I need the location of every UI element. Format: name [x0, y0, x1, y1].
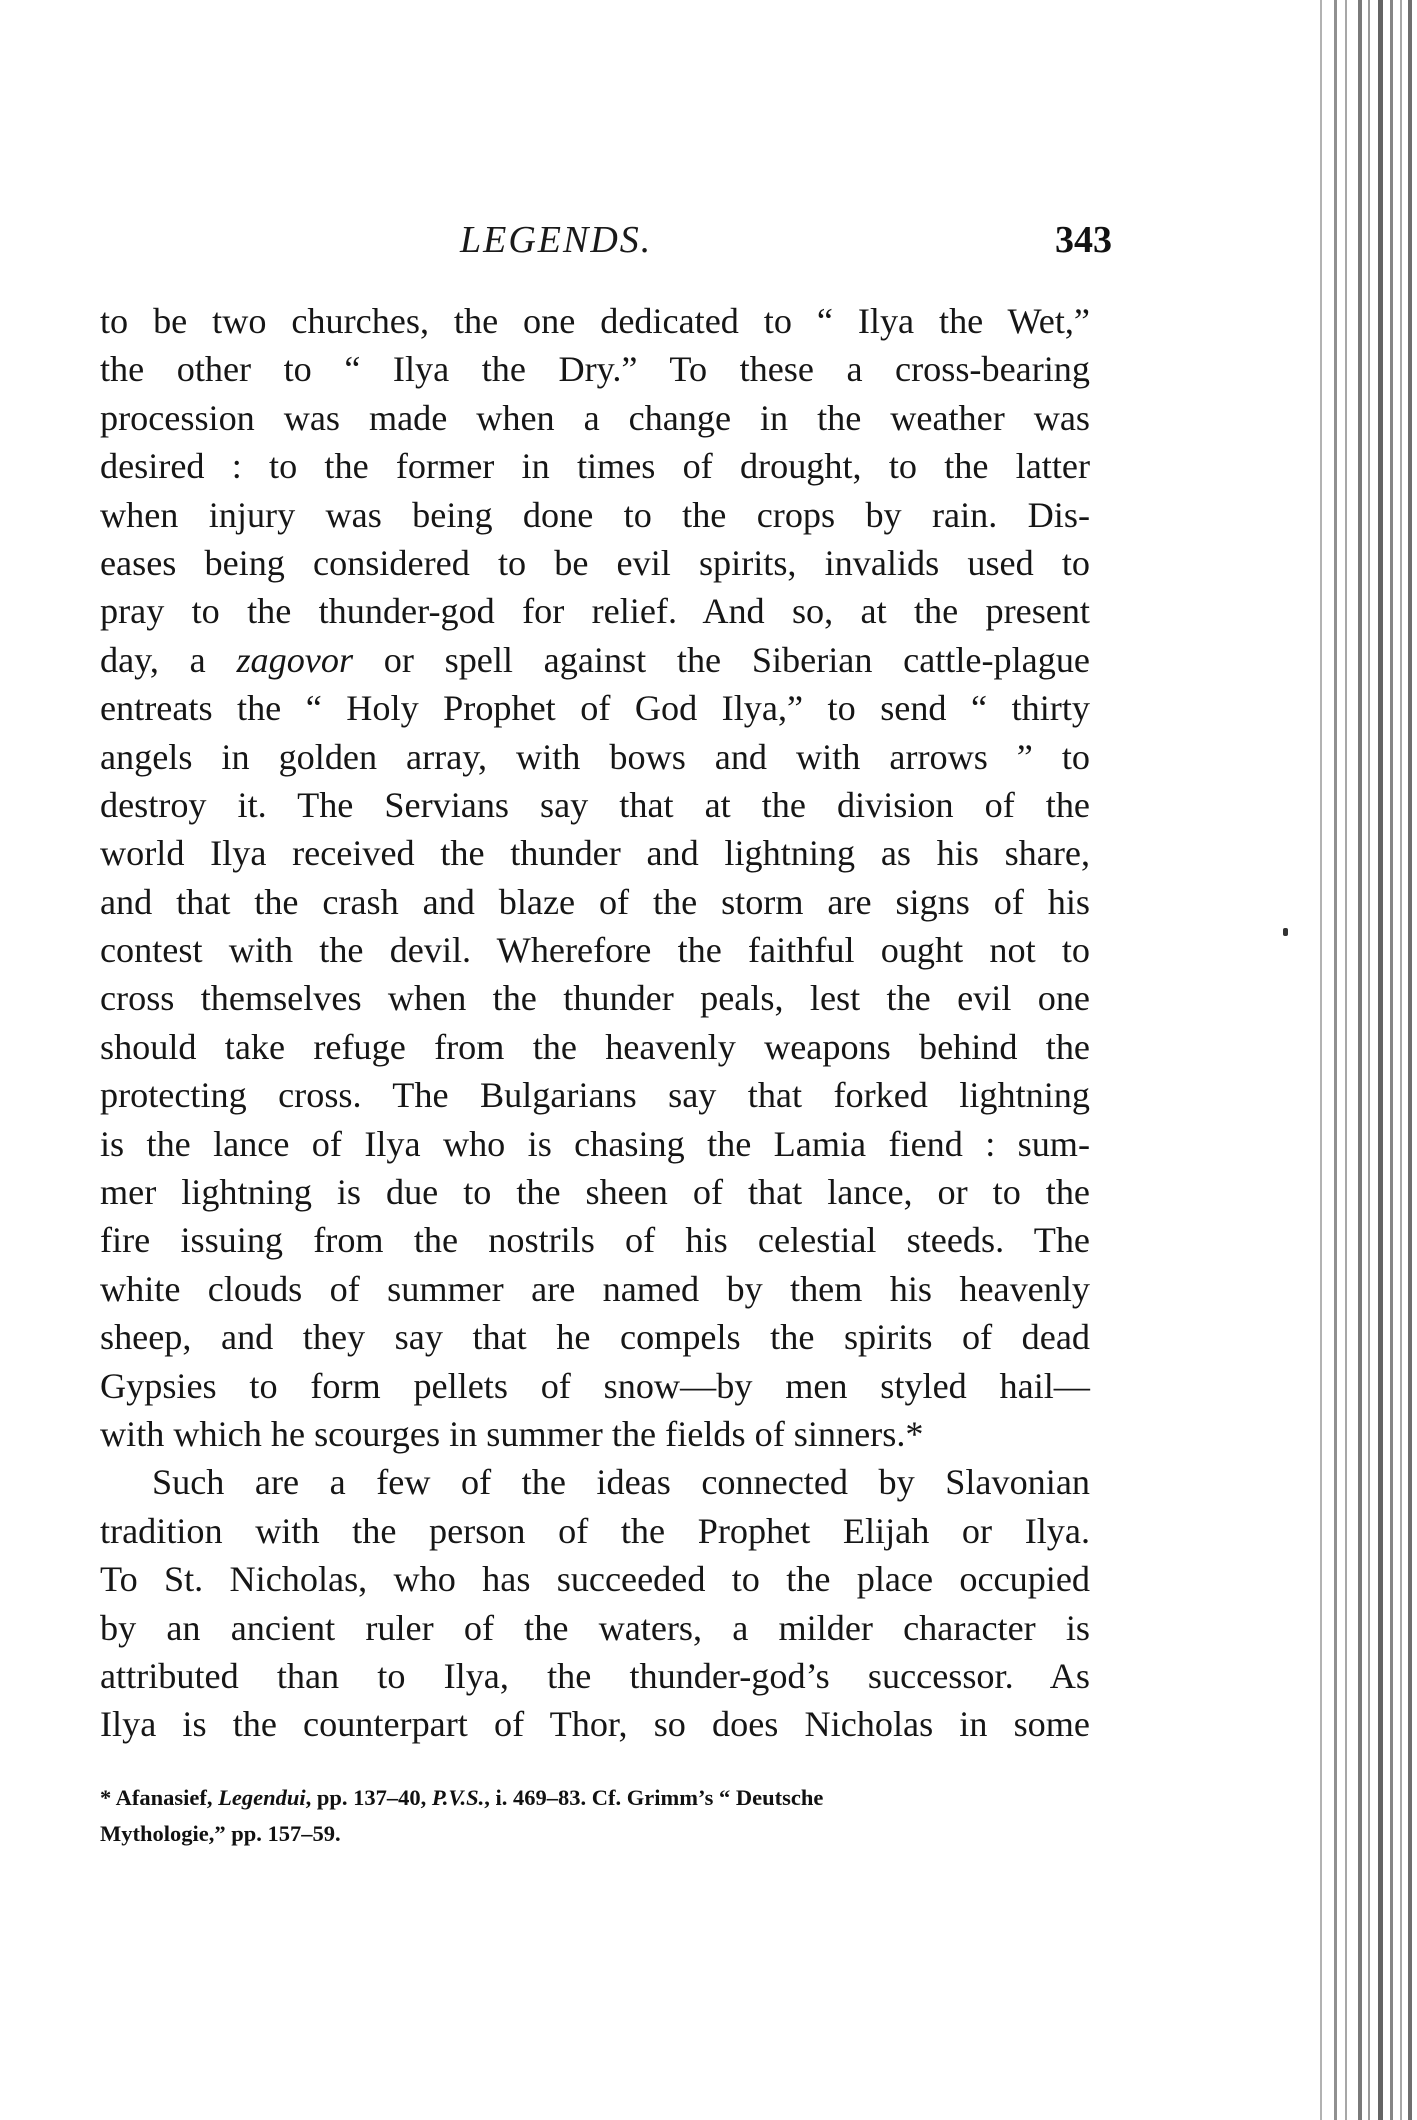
body-text: [100, 297, 1090, 1749]
text-line: Ilya is the counterpart of Thor, so does Nicholas in some: [100, 1704, 1090, 1745]
gutter-line: [1334, 0, 1337, 2120]
text-line: by an ancient ruler of the waters, a milder character is: [100, 1607, 1090, 1648]
text-line: contest with the devil. Wherefore the faithful ought not to: [100, 930, 1090, 971]
running-head-title: LEGENDS.: [460, 219, 653, 261]
text-line: fire issuing from the nostrils of his celestial steeds. The: [100, 1220, 1090, 1261]
text-line: attributed than to Ilya, the thunder-god’s successor. As: [100, 1655, 1090, 1696]
text-line: when injury was being done to the crops by rain. Dis-: [100, 494, 1090, 535]
text-line: to be two churches, the one dedicated to “ Ilya the Wet,”: [100, 301, 1090, 341]
text-line: procession was made when a change in the weather was: [100, 397, 1090, 438]
text-line: and that the crash and blaze of the storm are signs of his: [100, 881, 1090, 922]
footnotes: [100, 1780, 1100, 1852]
gutter-line: [1390, 0, 1393, 2120]
text-line: Such are a few of the ideas connected by Slavonian: [152, 1462, 1090, 1503]
italic-word: P.V.S.: [431, 1785, 485, 1810]
italic-word: Legendui: [218, 1785, 306, 1810]
gutter-line: [1345, 0, 1347, 2120]
text-line: protecting cross. The Bulgarians say that forked lightning: [100, 1075, 1090, 1116]
text-line: desired : to the former in times of drought, to the latter: [100, 446, 1090, 487]
gutter-line: [1378, 0, 1383, 2120]
text-line: To St. Nicholas, who has succeeded to the place occupied: [100, 1559, 1090, 1600]
text-line: with which he scourges in summer the fields of sinners.*: [100, 1413, 924, 1454]
gutter-line: [1400, 0, 1402, 2120]
text-line: mer lightning is due to the sheen of that lance, or to the: [100, 1172, 1090, 1213]
text-line: eases being considered to be evil spirits, invalids used to: [100, 542, 1090, 583]
text-line: should take refuge from the heavenly weapons behind the: [100, 1026, 1090, 1067]
text-line: cross themselves when the thunder peals, lest the evil one: [100, 978, 1090, 1019]
italic-word: zagovor: [236, 639, 354, 680]
gutter-line: [1368, 0, 1370, 2120]
text-line: sheep, and they say that he compels the spirits of dead: [100, 1317, 1090, 1358]
text-line: destroy it. The Servians say that at the division of the: [100, 784, 1090, 825]
footnote-line: Mythologie,” pp. 157–59.: [100, 1821, 341, 1846]
text-line: is the lance of Ilya who is chasing the Lamia fiend : sum-: [100, 1123, 1090, 1164]
text-line: day, a zagovor or spell against the Siberian cattle-plague: [100, 639, 1090, 680]
gutter-line: [1358, 0, 1362, 2120]
footnote-line: * Afanasief, Legendui, pp. 137–40, P.V.S., i. 469–83. Cf. Grimm’s “ Deutsche: [100, 1785, 824, 1810]
gutter-line: [1320, 0, 1322, 2120]
text-line: the other to “ Ilya the Dry.” To these a cross-bearing: [100, 349, 1090, 390]
text-line: Gypsies to form pellets of snow—by men styled hail—: [100, 1365, 1090, 1406]
ink-speck: [1283, 928, 1288, 936]
running-head: [100, 218, 1112, 278]
text-line: world Ilya received the thunder and lightning as his share,: [100, 833, 1090, 874]
page-number: 343: [1055, 219, 1112, 261]
text-line: tradition with the person of the Prophet Elijah or Ilya.: [100, 1510, 1090, 1551]
gutter-line: [1408, 0, 1412, 2120]
text-line: angels in golden array, with bows and with arrows ” to: [100, 736, 1090, 777]
text-line: white clouds of summer are named by them his heavenly: [100, 1268, 1090, 1309]
text-line: entreats the “ Holy Prophet of God Ilya,” to send “ thirty: [100, 688, 1090, 729]
text-line: pray to the thunder-god for relief. And so, at the present: [100, 591, 1090, 632]
page-gutter-edge: [1300, 0, 1417, 2120]
